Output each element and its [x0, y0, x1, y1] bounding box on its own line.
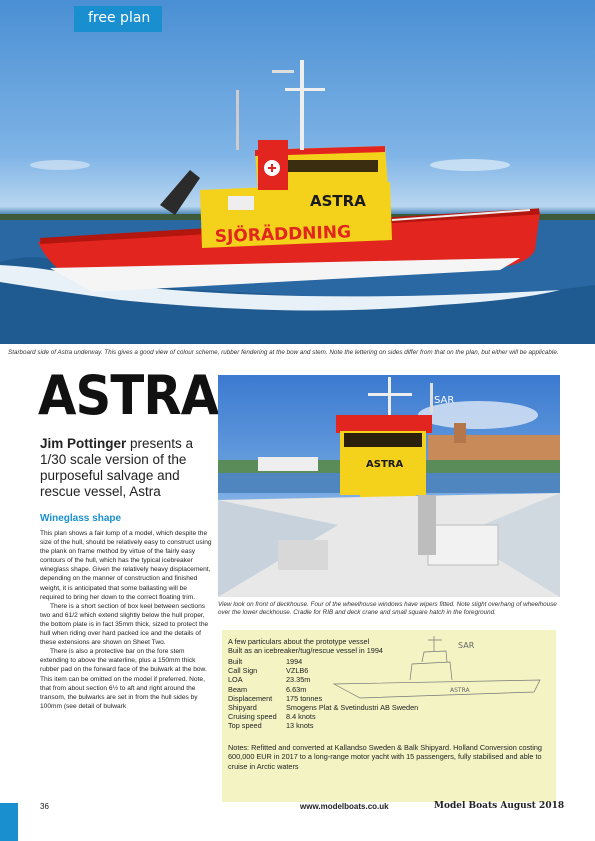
spec-value: VZLB6 — [286, 666, 309, 676]
spec-value: 23.35m — [286, 675, 311, 685]
body-paragraph: There is a short section of box keel between sections two and 61/2 which extend slightly below the hull proper, the bottom plate is in fact 35mm thick, sized to protect the hull when riding over hard packed ice and the details of these extensions are shown on Sheet Two. — [40, 602, 209, 647]
page-number: 36 — [40, 802, 49, 811]
spec-value: Smogens Plat & Svetindustri AB Sweden — [286, 703, 419, 713]
spec-key: Shipyard — [228, 703, 257, 713]
hero-wheelhouse-lettering: ASTRA — [310, 192, 366, 210]
spec-key: Call Sign — [228, 666, 258, 676]
particulars-subheader: Built as an icebreaker/tug/rescue vessel in 1994 — [228, 646, 383, 655]
spec-key: Displacement — [228, 693, 273, 703]
spec-value: 6.63m — [286, 684, 307, 694]
spec-row — [228, 703, 418, 712]
spec-key: Built — [228, 657, 243, 666]
standfirst — [40, 436, 212, 500]
spec-row — [228, 694, 418, 703]
sketch-label-sar: SAR — [458, 641, 475, 650]
spec-row — [228, 666, 418, 675]
spec-value: 8.4 knots — [286, 712, 316, 722]
hero-photo — [0, 0, 595, 344]
spec-key: Top speed — [228, 721, 262, 731]
particulars-notes: Notes: Refitted and converted at Kallandso Sweden & Balk Shipyard. Holland Conversion costing 600,000 EUR in 2017 to a long-range motor yacht with 15 passengers, fully stabilised and able to cruise in Arctic waters — [228, 743, 542, 771]
spec-key: Beam — [228, 684, 248, 694]
spec-row — [228, 675, 418, 684]
author-name: Jim Pottinger — [40, 436, 127, 451]
hero-caption: Starboard side of Astra underway. This gives a good view of colour scheme, rubber fendering at the bow and stem. Note the lettering on sides differ from that on the plan, but either will be applicable. — [8, 349, 559, 356]
spec-row — [228, 712, 418, 721]
footer-url[interactable]: www.modelboats.co.uk — [300, 802, 389, 811]
subhead: Wineglass shape — [40, 513, 122, 524]
spec-table — [228, 657, 418, 731]
particulars-header: A few particulars about the prototype vessel — [228, 637, 370, 646]
body-paragraph: There is also a protective bar on the fore stem extending to above the waterline, plus a 150mm thick rubber pad on the forward face of the bulwark at the bow. This item can be omitted on the model if preferred. Note, that from about section 6½ to aft and right around the transom, the bulwarks are set in from the hull sides by 100mm (see detail of bulwark — [40, 648, 207, 710]
spec-value: 13 knots — [286, 721, 314, 731]
deckhouse-sign: ASTRA — [366, 459, 404, 470]
section-tag: free plan — [74, 6, 162, 32]
deckhouse-caption: View look on front of deckhouse. Four of the wheelhouse windows have wipers fitted. Note slight overhang of wheelhouse over the lower deckhouse. Cradle for RIB and deck crane and small square hatch in the foreground. — [218, 601, 557, 616]
particulars-box — [222, 630, 556, 802]
body-paragraph: This plan shows a fair lump of a model, which despite the size of the hull, should be relatively easy to construct using the plank on frame method by virtue of the fairly easy contours of the hull, which has the typical icebreaker wineglass shape. Given the relatively heavy displacement, depending on the manner of construction and finished weight, it is anticipated that some ballasting will be required to bring her down to the correct floating trim. — [40, 530, 212, 601]
spec-row — [228, 721, 418, 730]
spec-key: Cruising speed — [228, 712, 277, 722]
sketch-label-astra: ASTRA — [450, 687, 470, 694]
standfirst-text: presents a 1/30 scale version of the purposeful salvage and rescue vessel, Astra — [40, 436, 194, 499]
footer-accent-bar — [0, 803, 18, 841]
body-text — [40, 529, 212, 711]
hero-hull-lettering: SJÖRÄDDNING — [214, 222, 352, 247]
mast-lettering: SAR — [434, 395, 455, 406]
article-title: ASTRA — [38, 364, 219, 427]
deckhouse-photo — [218, 375, 560, 597]
spec-value: 1994 — [286, 657, 303, 666]
spec-key: LOA — [228, 675, 243, 685]
spec-row — [228, 685, 418, 694]
spec-value: 175 tonnes — [286, 693, 323, 703]
footer-magazine: Model Boats August 2018 — [434, 801, 565, 811]
spec-row — [228, 657, 418, 666]
